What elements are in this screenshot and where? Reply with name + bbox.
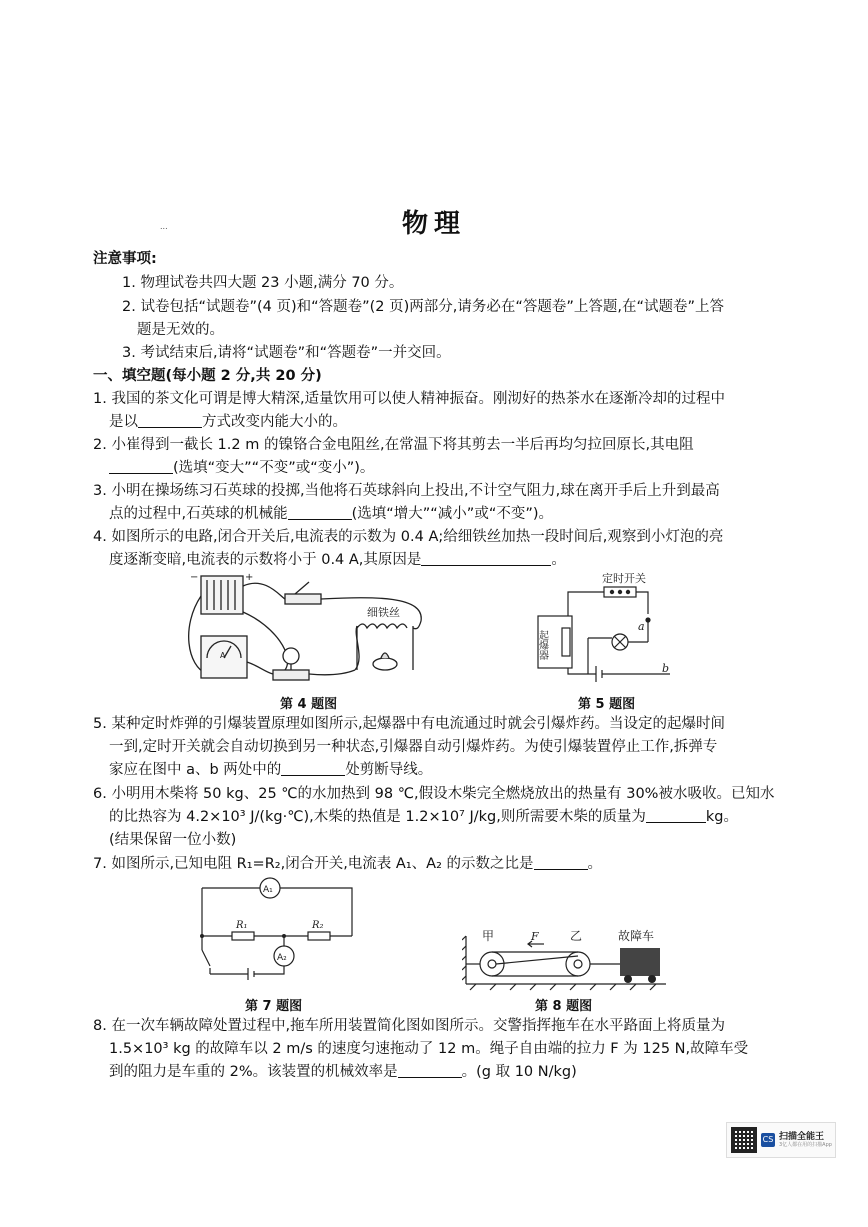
scanner-watermark: [726, 1122, 836, 1158]
section-heading: 一、填空题(每小题 2 分,共 20 分): [93, 368, 322, 384]
answer-blank: [421, 551, 551, 566]
point-b-label: b: [662, 662, 670, 675]
question-6-line-2: [109, 807, 738, 827]
force-f-label: F: [531, 930, 539, 943]
question-1-line-2: [109, 412, 347, 432]
page-title: 物理: [401, 209, 466, 239]
question-text: 到的阻力是车重的 2%。该装置的机械效率是: [109, 1064, 398, 1080]
question-text: 。(g 取 10 N/kg): [461, 1064, 577, 1080]
question-7-line-1: [93, 854, 602, 874]
question-5-line-1: 5. 某种定时炸弹的引爆装置原理如图所示,起爆器中有电流通过时就会引爆炸药。当设定的起爆时间: [93, 716, 726, 732]
question-3-line-2: [109, 504, 553, 524]
figure-5-caption: 第 5 题图: [578, 697, 636, 712]
question-8-line-3: [109, 1062, 577, 1082]
ammeter-label: A: [220, 651, 226, 660]
ammeter-a1-label: A₁: [263, 885, 273, 895]
notice-item: 1. 物理试卷共四大题 23 小题,满分 70 分。: [122, 275, 404, 291]
figure-5-circuit: [530, 568, 670, 688]
answer-blank: [534, 855, 588, 870]
notice-item: 3. 考试结束后,请将“试题卷”和“答题卷”一并交回。: [122, 345, 451, 361]
question-6-line-1: 6. 小明用木柴将 50 kg、25 ℃的水加热到 98 ℃,假设木柴完全燃烧放出的热量有 30%被水吸收。已知水: [93, 786, 775, 802]
answer-blank: [109, 459, 173, 474]
question-text: 方式改变内能大小的。: [202, 414, 347, 430]
notice-item: 题是无效的。: [137, 322, 224, 338]
question-text: kg。: [705, 809, 738, 825]
question-text: 处剪断导线。: [345, 762, 433, 778]
question-2-line-1: 2. 小崔得到一截长 1.2 m 的镍铬合金电阻丝,在常温下将其剪去一半后再均匀拉回原长,其电阻: [93, 437, 694, 453]
question-text: 是以: [109, 414, 138, 430]
question-8-line-1: 8. 在一次车辆故障处置过程中,拖车所用装置简化图如图所示。交警指挥拖车在水平路面上将质量为: [93, 1018, 726, 1034]
answer-blank: [138, 413, 202, 428]
resistor-r2-label: R₂: [312, 920, 324, 931]
question-text: 家应在图中 a、b 两处中的: [109, 762, 282, 778]
question-text: 7. 如图所示,已知电阻 R₁=R₂,闭合开关,电流表 A₁、A₂ 的示数之比是: [93, 856, 534, 872]
iron-wire-label: 细铁丝: [367, 606, 400, 619]
timer-switch-label: 定时开关: [602, 572, 646, 585]
camscanner-logo-icon: CS: [761, 1133, 775, 1147]
question-6-line-3: (结果保留一位小数): [109, 832, 237, 848]
figure-4-caption: 第 4 题图: [280, 697, 338, 712]
broken-car-label: 故障车: [618, 929, 655, 943]
question-2-line-2: [109, 458, 374, 478]
page-mark: ...: [160, 222, 168, 231]
pulley-jia-label: 甲: [482, 929, 495, 943]
detonator-label: 起爆器: [536, 630, 548, 660]
point-a-label: a: [638, 620, 645, 633]
question-text: 的比热容为 4.2×10³ J/(kg·℃),木柴的热值是 1.2×10⁷ J/kg,则所需要木柴的质量为: [109, 809, 646, 825]
figure-8-caption: 第 8 题图: [535, 999, 593, 1014]
question-3-line-1: 3. 小明在操场练习石英球的投掷,当他将石英球斜向上投出,不计空气阻力,球在离开手后上升到最高: [93, 483, 720, 499]
qr-code-icon: [731, 1127, 757, 1153]
scanner-subtitle: 3亿人都在用的扫描App: [779, 1141, 832, 1148]
question-8-line-2: 1.5×10³ kg 的故障车以 2 m/s 的速度匀速拖动了 12 m。绳子自由端的拉力 F 为 125 N,故障车受: [109, 1041, 749, 1057]
question-text: (选填“增大”“减小”或“不变”)。: [351, 506, 553, 522]
question-text: 。: [587, 856, 602, 872]
figure-8-pulley: [462, 926, 674, 992]
scanner-name: 扫描全能王: [779, 1131, 825, 1142]
question-1-line-1: 1. 我国的茶文化可谓是博大精深,适量饮用可以使人精神振奋。刚沏好的热茶水在逐渐冷却的过程中: [93, 391, 726, 407]
question-text: (选填“变大”“不变”或“变小”)。: [173, 460, 375, 476]
question-text: 度逐渐变暗,电流表的示数将小于 0.4 A,其原因是: [109, 552, 422, 568]
answer-blank: [646, 808, 706, 823]
figure-4-circuit: [185, 566, 435, 690]
notice-item: 2. 试卷包括“试题卷”(4 页)和“答题卷”(2 页)两部分,请务必在“答题卷”上答题,在“试题卷”上答: [122, 299, 725, 315]
answer-blank: [288, 505, 352, 520]
resistor-r1-label: R₁: [236, 920, 248, 931]
question-text: 。: [551, 552, 566, 568]
answer-blank: [281, 761, 345, 776]
battery-minus-label: −: [190, 572, 199, 583]
question-text: 点的过程中,石英球的机械能: [109, 506, 288, 522]
question-4-line-1: 4. 如图所示的电路,闭合开关后,电流表的示数为 0.4 A;给细铁丝加热一段时间后,观察到小灯泡的亮: [93, 529, 724, 545]
answer-blank: [398, 1063, 462, 1078]
pulley-yi-label: 乙: [570, 929, 583, 943]
figure-7-caption: 第 7 题图: [245, 999, 303, 1014]
question-5-line-2: 一到,定时开关就会自动切换到另一种状态,引爆器自动引爆炸药。为使引爆装置停止工作,拆弹专: [109, 739, 718, 755]
notice-heading: 注意事项:: [93, 251, 157, 267]
ammeter-a2-label: A₂: [277, 953, 287, 963]
figure-7-circuit: [198, 874, 358, 992]
question-5-line-3: [109, 760, 432, 780]
battery-plus-label: +: [245, 572, 254, 583]
